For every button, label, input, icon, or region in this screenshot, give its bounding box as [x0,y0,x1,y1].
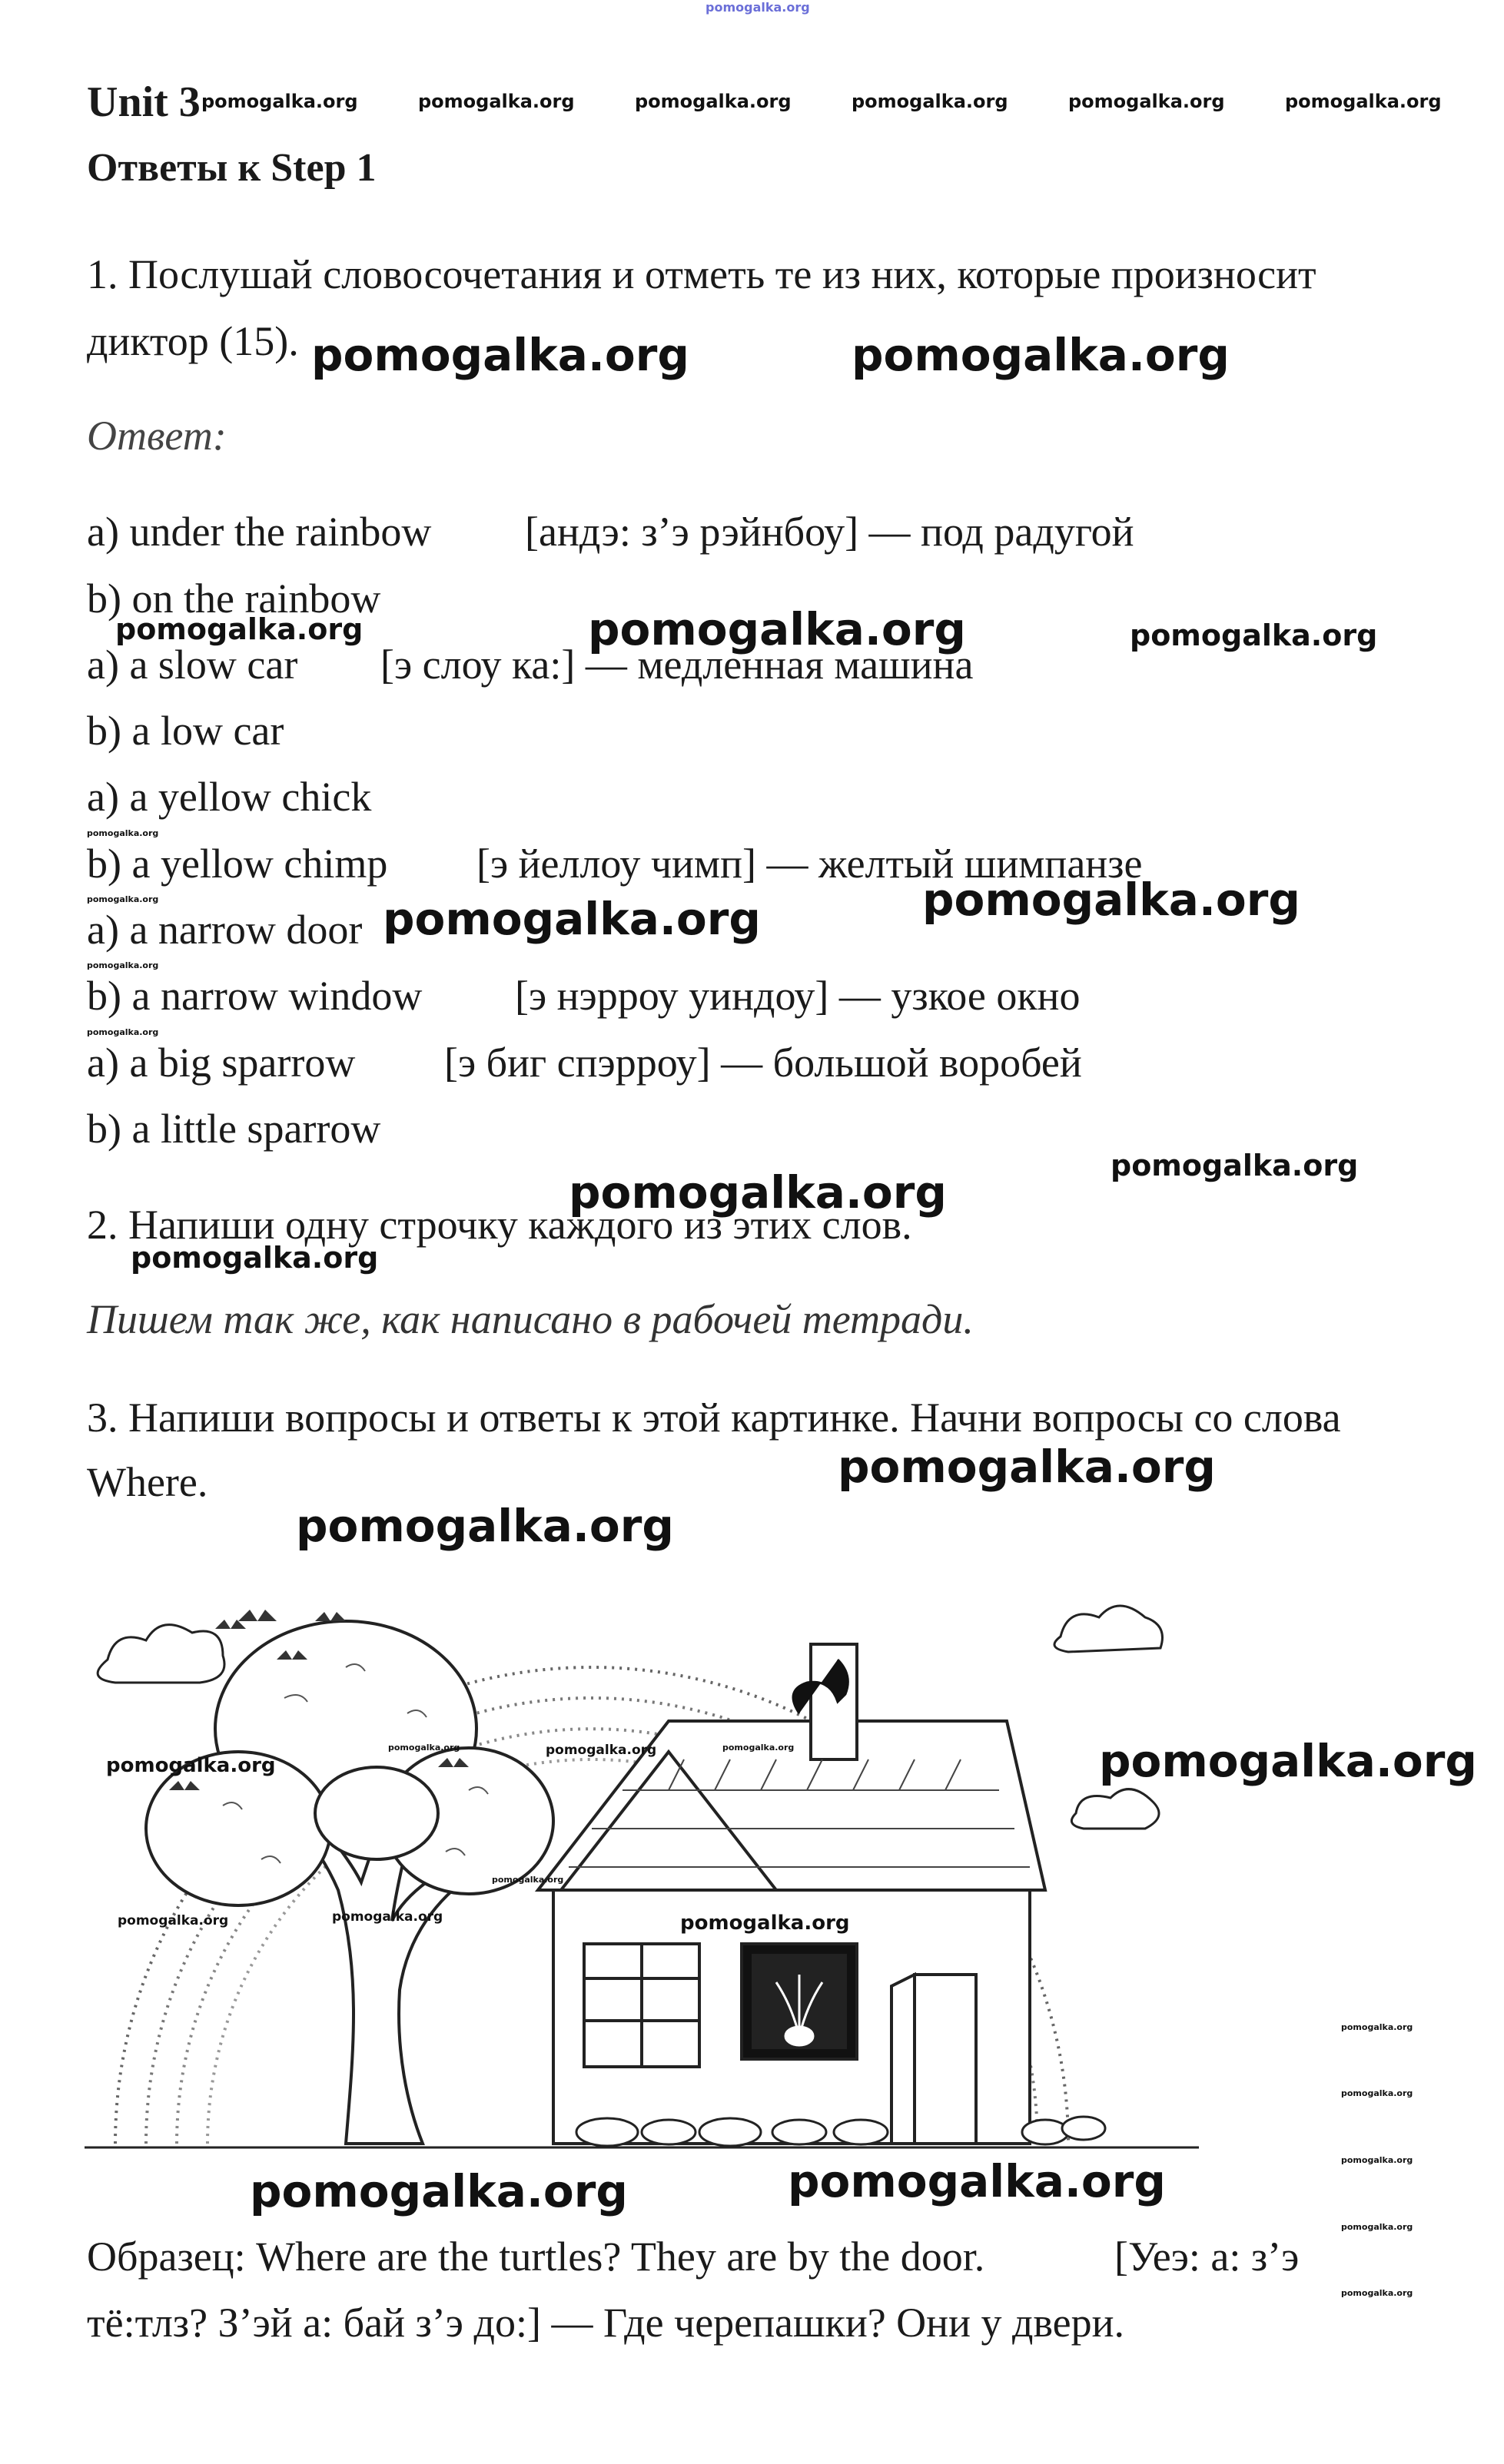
watermark: pomogalka.org [115,612,364,646]
watermark: pomogalka.org [87,894,159,904]
sample-transcription-start: [Уеэ: а: з’э [1114,2234,1300,2280]
watermark: pomogalka.org [201,91,358,112]
watermark: pomogalka.org [788,2155,1166,2207]
watermark: pomogalka.org [87,960,159,970]
watermark: pomogalka.org [1099,1735,1477,1787]
watermark-top: pomogalka.org [706,0,810,15]
watermark: pomogalka.org [1341,2222,1413,2232]
unit-title: Unit 3 [87,78,201,126]
item-transcription: [э йеллоу чимп] — желтый шимпанзе [476,841,1143,887]
item-phrase: b) a little sparrow [87,1106,381,1152]
task1-text-line1: 1. Послушай словосочетания и отметь те из них, которые произносит [87,251,1316,297]
watermark: pomogalka.org [1341,2155,1413,2165]
watermark: pomogalka.org [588,603,966,655]
watermark: pomogalka.org [1111,1149,1359,1182]
watermark: pomogalka.org [922,874,1300,926]
watermark: pomogalka.org [388,1743,460,1753]
watermark: pomogalka.org [87,828,159,838]
task1-text-line2: диктор (15). [87,318,299,364]
item-phrase: a) a slow car [87,642,298,688]
item-phrase: b) a yellow chimp [87,841,388,887]
watermark: pomogalka.org [131,1241,379,1275]
watermark: pomogalka.org [106,1754,276,1777]
watermark: pomogalka.org [852,329,1230,381]
watermark: pomogalka.org [383,893,761,945]
watermark: pomogalka.org [250,2165,628,2217]
item-phrase: a) a yellow chick [87,774,372,820]
watermark: pomogalka.org [1130,618,1378,652]
house-tree-rainbow-illustration [85,1560,1199,2205]
watermark: pomogalka.org [87,1027,159,1037]
item-phrase: a) a big sparrow [87,1040,356,1086]
watermark: pomogalka.org [418,91,575,112]
item-phrase: b) on the rainbow [87,575,381,622]
watermark: pomogalka.org [118,1913,229,1928]
item-transcription: [э биг спэрроу] — большой воробей [444,1040,1082,1086]
sample-line1: Образец: Where are the turtles? They are by the door. [87,2234,985,2280]
task2-text: 2. Напиши одну строчку каждого из этих слов. [87,1202,912,1248]
watermark: pomogalka.org [569,1166,947,1219]
item-phrase: a) under the rainbow [87,509,432,555]
watermark: pomogalka.org [1341,2088,1413,2098]
watermark: pomogalka.org [838,1441,1216,1493]
answer-label: Ответ: [87,413,227,459]
sample-line2: тё:тлз? З’эй а: бай з’э до:] — Где черепашки? Они у двери. [87,2300,1124,2346]
watermark: pomogalka.org [1341,2288,1413,2298]
watermark: pomogalka.org [546,1743,657,1758]
step-title: Ответы к Step 1 [87,146,377,190]
task3-text-line2: Where. [87,1459,208,1505]
watermark: pomogalka.org [680,1912,850,1935]
item-phrase: b) a narrow window [87,973,423,1019]
watermark: pomogalka.org [1068,91,1225,112]
watermark: pomogalka.org [311,329,689,381]
task3-text-line1: 3. Напиши вопросы и ответы к этой картинке. Начни вопросы со слова [87,1394,1341,1441]
watermark: pomogalka.org [296,1500,674,1552]
watermark: pomogalka.org [492,1875,564,1885]
item-transcription: [андэ: з’э рэйнбоу] — под радугой [525,509,1134,555]
item-phrase: b) a low car [87,708,284,754]
watermark: pomogalka.org [1341,2022,1413,2032]
item-phrase: a) a narrow door [87,907,363,953]
watermark: pomogalka.org [722,1743,795,1753]
item-transcription: [э слоу ка:] — медленная машина [380,642,974,688]
watermark: pomogalka.org [852,91,1008,112]
watermark: pomogalka.org [635,91,792,112]
item-transcription: [э нэрроу уиндоу] — узкое окно [515,973,1081,1019]
task2-answer: Пишем так же, как написано в рабочей тетради. [87,1296,974,1342]
watermark: pomogalka.org [332,1909,443,1925]
watermark: pomogalka.org [1285,91,1442,112]
